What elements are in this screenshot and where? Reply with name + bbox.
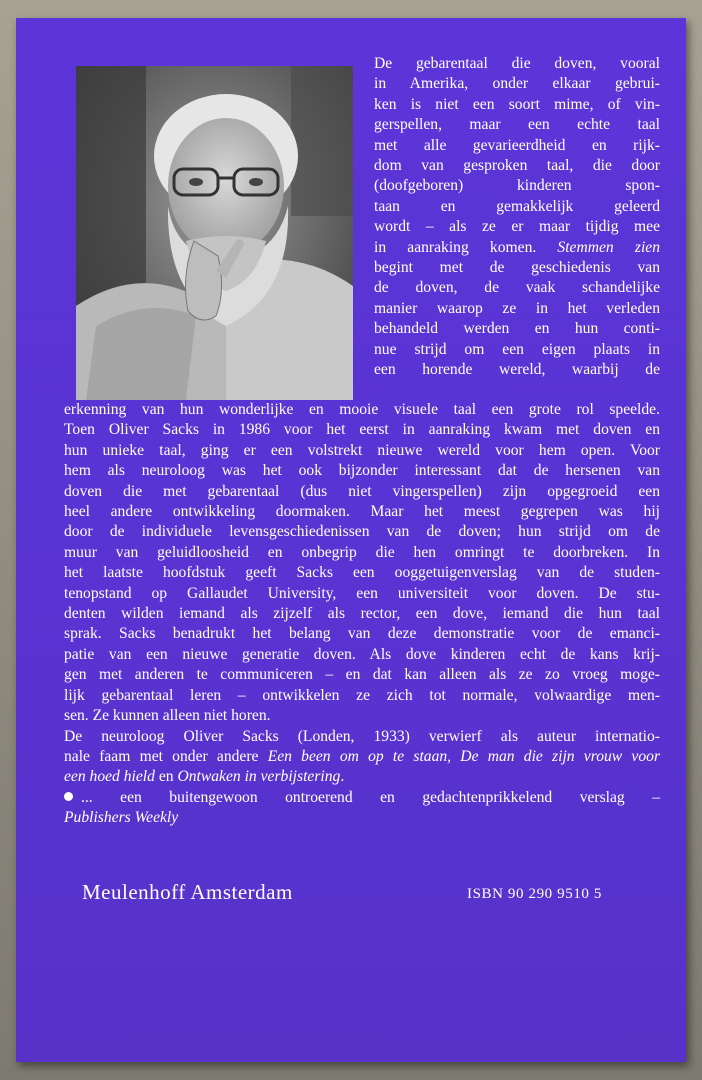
book-title: Ontwaken in verbijstering — [177, 768, 341, 786]
author-bio-text: nale faam met onder andere — [64, 747, 259, 765]
description-line: denten wilden iemand als zijzelf als rector, een dove, iemand die hun taal — [64, 605, 660, 623]
description-line-with-title — [374, 238, 660, 258]
author-bio-line — [64, 767, 660, 787]
author-bio-line — [64, 747, 660, 767]
description-line: tenopstand op Gallaudet University, een universiteit voor doven. De stu- — [64, 584, 660, 602]
publisher-name: Meulenhoff Amsterdam — [82, 880, 293, 904]
quote-source-line — [64, 808, 660, 828]
description-line: De gebarentaal die doven, vooral — [374, 55, 660, 72]
description-line: begint met de geschiedenis van — [374, 259, 660, 277]
description-main-block — [64, 400, 660, 829]
description-line: muur van geluidloosheid en onbegrip die hen omringt te doorbreken. In — [64, 543, 660, 561]
description-line: doven die met gebarentaal (dus niet vingerspellen) zijn opgegroeid een — [64, 482, 660, 500]
quote-text: ... een buitengewoon ontroerend en gedachtenprikkelend verslag – — [81, 788, 660, 806]
description-line: met alle gevarieerdheid en rijk- — [374, 136, 660, 154]
author-bio-text: . — [340, 768, 345, 786]
description-line: heel andere ontwikkeling doormaken. Maar het meest gegrepen was hij — [64, 503, 660, 521]
book-title: Een been om op te staan, De man die zijn vrouw voor — [267, 747, 661, 765]
quote-line — [64, 788, 660, 808]
description-line: hun unieke taal, ging er een volstrekt nieuwe wereld voor hem open. Voor — [64, 441, 660, 459]
description-line: in Amerika, onder elkaar gebrui- — [374, 75, 660, 93]
book-title: Stemmen zien — [557, 238, 660, 256]
description-line: erkenning van hun wonderlijke en mooie visuele taal een grote rol speelde. — [64, 401, 660, 418]
description-line: (doofgeboren) kinderen spon- — [374, 177, 660, 195]
bullet-icon — [64, 792, 73, 801]
description-line: de doven, de vaak schandelijke — [374, 279, 660, 297]
description-line: gen met anderen te communiceren – en dat kan alleen als ze zo vroeg moge- — [64, 666, 660, 684]
description-line: sprak. Sacks benadrukt het belang van deze demonstratie voor de emanci- — [64, 625, 660, 643]
isbn-number: ISBN 90 290 9510 5 — [467, 886, 602, 902]
description-line: behandeld werden en hun conti- — [374, 320, 660, 338]
author-bio-line: De neuroloog Oliver Sacks (Londen, 1933) verwierf als auteur internatio- — [64, 727, 660, 745]
description-line: wordt – als ze er maar tijdig mee — [374, 218, 660, 236]
description-line: manier waarop ze in het verleden — [374, 299, 660, 317]
description-line: patie van een nieuwe generatie doven. Als dove kinderen echt de kans krij- — [64, 645, 660, 663]
description-line: door de individuele levensgeschiedenissen van de doven; hun strijd om de — [64, 523, 660, 541]
description-line: lijk gebarentaal leren – ontwikkelen ze zich tot normale, volwaardige men- — [64, 686, 660, 704]
quote-source: Publishers Weekly — [64, 809, 179, 827]
book-title: een hoed hield — [64, 768, 155, 786]
description-line-text: in aanraking komen. — [374, 238, 537, 256]
description-line: taan en gemakkelijk geleerd — [374, 197, 660, 215]
description-line: Toen Oliver Sacks in 1986 voor het eerst in aanraking kwam met doven en — [64, 421, 660, 439]
description-line: gerspellen, maar een echte taal — [374, 116, 660, 134]
description-line: ken is niet een soort mime, of vin- — [374, 95, 660, 113]
author-bio-text: en — [158, 768, 174, 786]
description-line: nue strijd om een eigen plaats in — [374, 340, 660, 358]
description-line: hem als neuroloog was het ook bijzonder interessant dat de hersenen van — [64, 462, 660, 480]
description-line: het laatste hoofdstuk geeft Sacks een ooggetuigenverslag van de studen- — [64, 564, 660, 582]
description-line: dom van gesproken taal, die door — [374, 157, 660, 175]
description-line: een horende wereld, waarbij de — [374, 361, 660, 379]
description-line: sen. Ze kunnen alleen niet horen. — [64, 707, 271, 725]
author-photo — [76, 66, 353, 400]
description-top-block — [374, 54, 660, 381]
